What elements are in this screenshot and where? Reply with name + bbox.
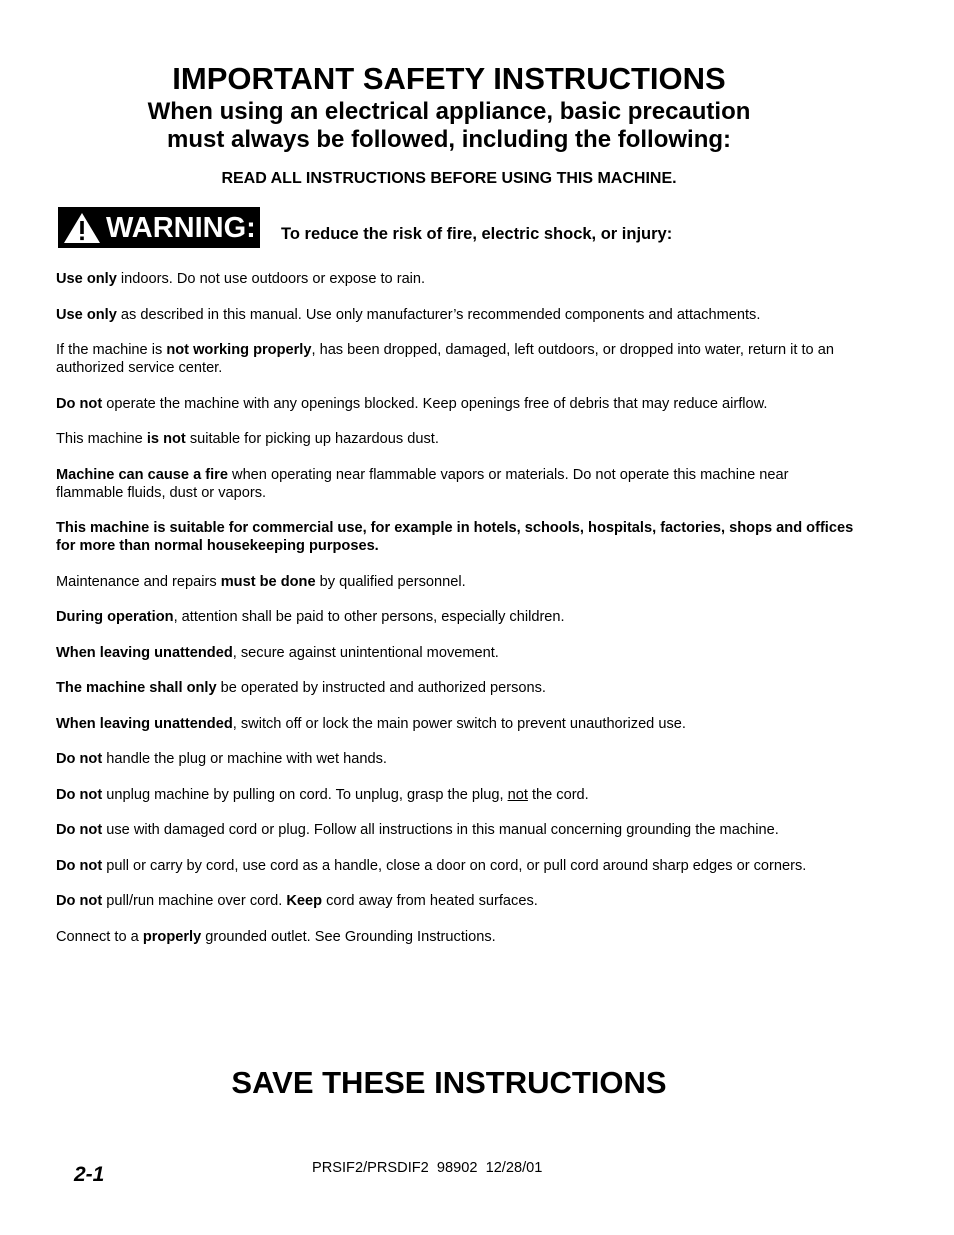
instruction-text-run: Do not xyxy=(56,822,103,838)
instruction-text-run: When leaving unattended xyxy=(56,715,233,732)
instruction-item xyxy=(56,644,856,662)
instruction-text-run: Do not xyxy=(56,857,103,874)
instruction-text-run: Do not xyxy=(56,751,103,767)
instruction-item xyxy=(56,466,856,502)
instruction-text-run: pull or carry by cord, use cord as a handle, close a door on cord, or pull cord around sharp edges or corners. xyxy=(102,857,807,874)
instruction-item xyxy=(56,928,856,946)
instruction-item xyxy=(56,430,856,448)
instruction-text-run: This machine xyxy=(56,431,147,447)
instruction-item xyxy=(56,270,856,288)
page-title: IMPORTANT SAFETY INSTRUCTIONS xyxy=(172,61,726,96)
instruction-item xyxy=(56,857,856,875)
instruction-text-run: , secure against unintentional movement. xyxy=(232,644,499,661)
instruction-item xyxy=(56,573,856,591)
instruction-text-run: Do not xyxy=(56,893,103,909)
instruction-text-run: properly xyxy=(142,928,202,945)
instruction-text-run: Connect to a xyxy=(56,928,143,945)
instruction-text-run: by qualified personnel. xyxy=(315,573,466,590)
instruction-text-run: operate the machine with any openings blocked. Keep openings free of debris that may reduce airflow. xyxy=(102,395,768,412)
instruction-text-run: Use only xyxy=(56,306,117,323)
instruction-text-run: This machine is suitable for commercial use, for example in hotels, schools, hospitals, factories, shops and offices for more than normal housekeeping purposes. xyxy=(56,520,854,554)
instruction-item xyxy=(56,395,856,413)
instruction-item xyxy=(56,715,856,733)
instruction-text-run: Do not xyxy=(56,395,103,412)
instruction-text-run: Do not xyxy=(56,786,103,803)
instruction-text-run: pull/run machine over cord. xyxy=(102,893,287,909)
instruction-text-run: suitable for picking up hazardous dust. xyxy=(185,431,439,447)
instruction-text-run: not working properly xyxy=(166,342,312,358)
save-instructions-heading: SAVE THESE INSTRUCTIONS xyxy=(231,1065,667,1100)
instruction-text-run: Maintenance and repairs xyxy=(56,573,221,590)
instruction-item xyxy=(56,750,856,768)
instruction-item xyxy=(56,786,856,804)
page-number: 2-1 xyxy=(74,1163,105,1186)
document-id: PRSIF2/PRSDIF2 98902 12/28/01 xyxy=(312,1160,543,1176)
instruction-text-run: not xyxy=(507,786,528,803)
instruction-text-run: the cord. xyxy=(527,786,589,803)
instruction-list xyxy=(56,270,856,963)
instruction-text-run: The machine shall only xyxy=(56,680,217,696)
instruction-text-run: must be done xyxy=(220,573,316,590)
warning-text: To reduce the risk of fire, electric shock, or injury: xyxy=(281,225,673,243)
instruction-text-run: When leaving unattended xyxy=(56,644,233,661)
instruction-text-run: cord away from heated surfaces. xyxy=(322,893,538,909)
instruction-item xyxy=(56,519,856,555)
instruction-item xyxy=(56,306,856,324)
instruction-text-run: use with damaged cord or plug. Follow all instructions in this manual concerning grounding the machine. xyxy=(102,822,779,838)
instruction-item xyxy=(56,821,856,839)
subtitle-line-2: must always be followed, including the following: xyxy=(166,126,732,153)
instruction-text-run: be operated by instructed and authorized persons. xyxy=(216,680,546,696)
instruction-text-run: grounded outlet. See Grounding Instructions. xyxy=(201,928,496,945)
instruction-text-run: , attention shall be paid to other persons, especially children. xyxy=(173,609,565,625)
instruction-item xyxy=(56,341,856,377)
read-all-notice: READ ALL INSTRUCTIONS BEFORE USING THIS MACHINE. xyxy=(221,170,677,187)
instruction-text-run: During operation xyxy=(56,609,174,625)
warning-triangle-icon xyxy=(62,211,102,245)
instruction-text-run: , switch off or lock the main power switch to prevent unauthorized use. xyxy=(232,715,686,732)
warning-badge xyxy=(58,207,260,248)
instruction-text-run: , has been dropped, damaged, left outdoors, or dropped into water, return it to an authorized service center. xyxy=(56,342,834,376)
subtitle xyxy=(0,98,898,154)
subtitle-line-1: When using an electrical appliance, basic precaution xyxy=(147,98,751,125)
instruction-text-run: Machine can cause a fire xyxy=(56,466,228,483)
instruction-text-run: is not xyxy=(146,431,186,447)
instruction-text-run: Use only xyxy=(56,271,117,287)
warning-label: WARNING: xyxy=(106,211,256,244)
instruction-item xyxy=(56,892,856,910)
instruction-text-run: indoors. Do not use outdoors or expose to rain. xyxy=(116,271,426,287)
instruction-item xyxy=(56,608,856,626)
instruction-text-run: unplug machine by pulling on cord. To unplug, grasp the plug, xyxy=(102,786,508,803)
instruction-item xyxy=(56,679,856,697)
instruction-text-run: when operating near flammable vapors or materials. Do not operate this machine near flammable fluids, dust or vapors. xyxy=(56,466,789,501)
instruction-text-run: as described in this manual. Use only manufacturer’s recommended components and attachments. xyxy=(116,306,761,323)
instruction-text-run: handle the plug or machine with wet hands. xyxy=(102,751,387,767)
instruction-text-run: If the machine is xyxy=(56,342,167,358)
instruction-text-run: Keep xyxy=(286,893,323,909)
